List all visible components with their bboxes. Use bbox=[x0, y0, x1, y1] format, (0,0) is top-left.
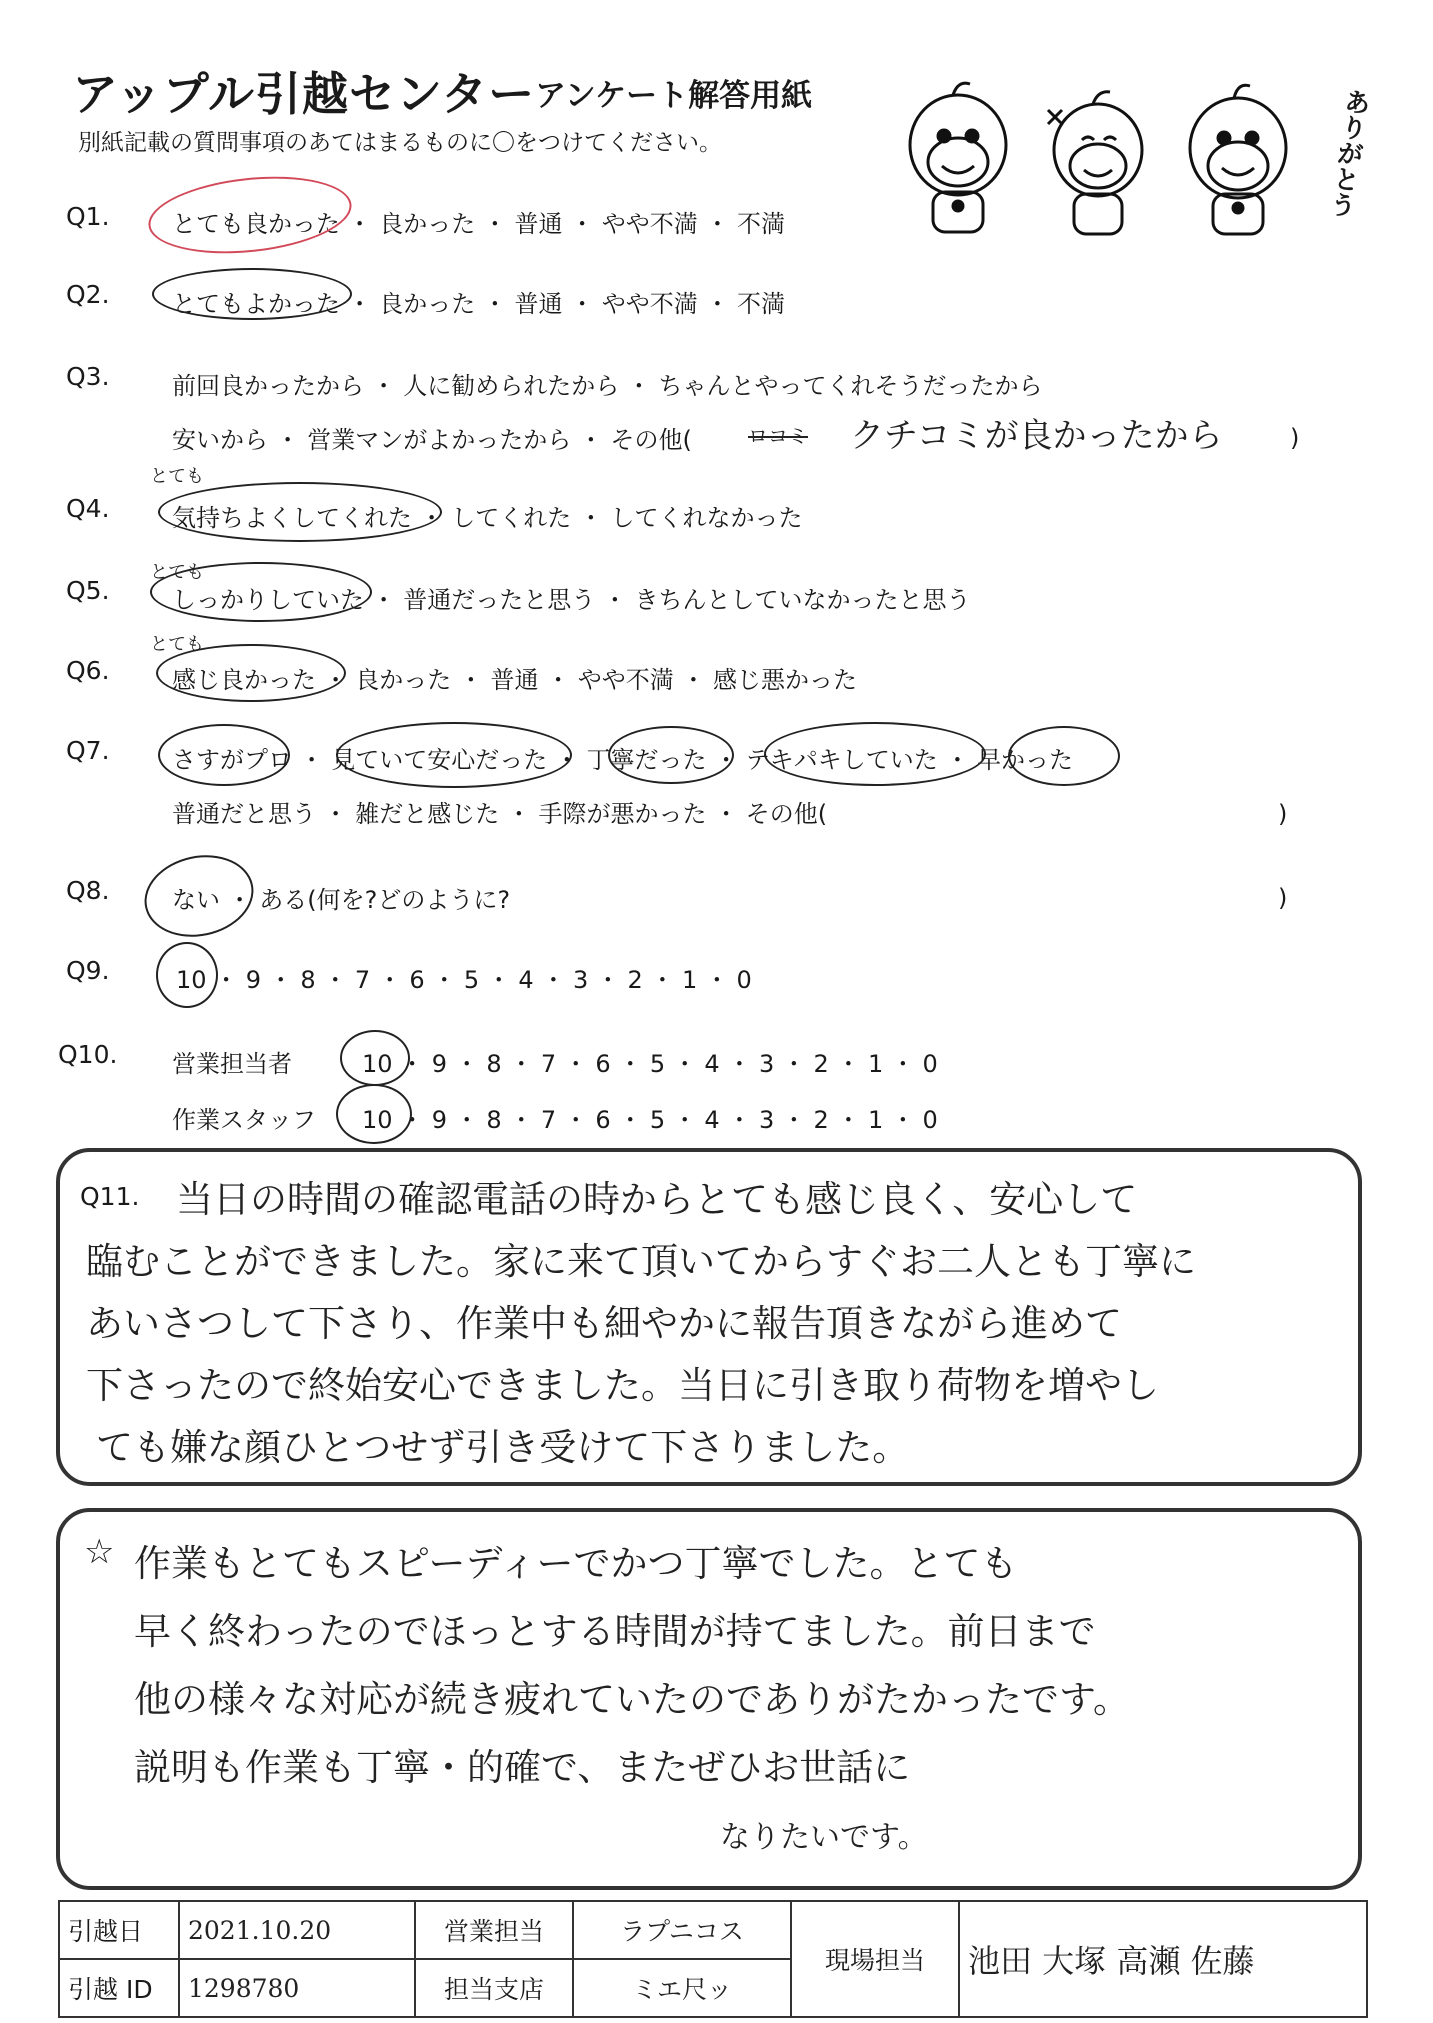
q10-staff-scale: 10 ・ 9 ・ 8 ・ 7 ・ 6 ・ 5 ・ 4 ・ 3 ・ 2 ・ 1 ・ 0 bbox=[362, 1106, 938, 1134]
q3-other-handwritten: クチコミが良かったから bbox=[850, 416, 1223, 456]
q3-label: Q3. bbox=[66, 362, 110, 391]
star-mark: ☆ bbox=[84, 1532, 115, 1572]
q6-label: Q6. bbox=[66, 656, 110, 685]
q7-circle-efficient bbox=[764, 722, 986, 786]
q8-close-paren: ) bbox=[1278, 884, 1288, 912]
q7-circle-polite bbox=[608, 726, 734, 784]
q10-sales-label: 営業担当者 bbox=[172, 1050, 292, 1078]
q3-struck-text: ロコミ bbox=[748, 424, 808, 448]
thanks-vertical-text: ありがとう bbox=[1324, 86, 1372, 220]
q10-label: Q10. bbox=[58, 1040, 118, 1069]
q11-line-4: 下さったので終始安心できました。当日に引き取り荷物を増やし bbox=[86, 1364, 1159, 1407]
q6-options: 感じ良かった ・ 良かった ・ 普通 ・ やや不満 ・ 感じ悪かった bbox=[172, 666, 858, 694]
q10-sales-selection-circle bbox=[340, 1030, 410, 1086]
q11-line-3: あいさつして下さり、作業中も細やかに報告頂きながら進めて bbox=[86, 1302, 1122, 1345]
site-staff-value: 池田 大塚 高瀬 佐藤 bbox=[959, 1901, 1367, 2017]
move-id-label: 引越 ID bbox=[59, 1959, 179, 2017]
company-title: アップル引越センター bbox=[72, 67, 536, 121]
comment-line-5: なりたいです。 bbox=[720, 1820, 928, 1855]
sales-rep-value: ラプニコス bbox=[573, 1901, 791, 1959]
q11-label: Q11. bbox=[80, 1182, 140, 1211]
instruction-text: 別紙記載の質問事項のあてはまるものに〇をつけてください。 bbox=[78, 130, 722, 156]
q8-label: Q8. bbox=[66, 876, 110, 905]
q2-selection-circle bbox=[152, 268, 352, 320]
q11-line-2: 臨むことができました。家に来て頂いてからすぐお二人とも丁寧に bbox=[86, 1240, 1196, 1283]
sales-rep-label: 営業担当 bbox=[415, 1901, 573, 1959]
comment-line-4: 説明も作業も丁寧・的確で、またぜひお世話に bbox=[134, 1746, 911, 1789]
q10-sales-scale: 10 ・ 9 ・ 8 ・ 7 ・ 6 ・ 5 ・ 4 ・ 3 ・ 2 ・ 1 ・ 0 bbox=[362, 1050, 938, 1078]
move-id-value: 1298780 bbox=[179, 1959, 415, 2017]
q5-selection-circle bbox=[150, 562, 372, 622]
q2-options: とてもよかった ・ 良かった ・ 普通 ・ やや不満 ・ 不満 bbox=[172, 290, 786, 318]
q3-close-paren: ) bbox=[1290, 424, 1300, 452]
comment-line-1: 作業もとてもスピーディーでかつ丁寧でした。とても bbox=[134, 1542, 1018, 1585]
q9-scale: 10 ・ 9 ・ 8 ・ 7 ・ 6 ・ 5 ・ 4 ・ 3 ・ 2 ・ 1 ・ 0 bbox=[176, 966, 752, 994]
q11-line-5: ても嫌な顔ひとつせず引き受けて下さりました。 bbox=[96, 1426, 910, 1469]
q7-options-line2: 普通だと思う ・ 雑だと感じた ・ 手際が悪かった ・ その他( bbox=[172, 800, 828, 828]
move-info-table bbox=[58, 1900, 1368, 2018]
q1-selection-circle bbox=[145, 168, 356, 263]
q3-options-line2: 安いから ・ 営業マンがよかったから ・ その他( bbox=[172, 426, 692, 454]
q3-options-line1: 前回良かったから ・ 人に勧められたから ・ ちゃんとやってくれそうだったから bbox=[172, 372, 1043, 400]
branch-label: 担当支店 bbox=[415, 1959, 573, 2017]
q4-label: Q4. bbox=[66, 494, 110, 523]
q5-options: しっかりしていた ・ 普通だったと思う ・ きちんとしていなかったと思う bbox=[172, 586, 971, 614]
branch-value: ミエ尺ッ bbox=[573, 1959, 791, 2017]
q7-label: Q7. bbox=[66, 736, 110, 765]
q1-options: とても良かった ・ 良かった ・ 普通 ・ やや不満 ・ 不満 bbox=[172, 210, 786, 238]
move-date-value: 2021.10.20 bbox=[179, 1901, 415, 1959]
q9-selection-circle bbox=[156, 942, 218, 1008]
comment-line-3: 他の様々な対応が続き疲れていたのでありがたかったです。 bbox=[134, 1678, 1131, 1721]
comment-line-2: 早く終わったのでほっとする時間が持てました。前日まで bbox=[134, 1610, 1096, 1653]
q5-label: Q5. bbox=[66, 576, 110, 605]
q8-selection-circle bbox=[137, 845, 261, 946]
q4-selection-circle bbox=[158, 482, 442, 542]
q6-selection-circle bbox=[156, 644, 346, 702]
q10-staff-selection-circle bbox=[336, 1084, 412, 1144]
q2-label: Q2. bbox=[66, 280, 110, 309]
site-staff-label: 現場担当 bbox=[791, 1901, 959, 2017]
q9-label: Q9. bbox=[66, 956, 110, 985]
q7-options-line1: さすがプロ ・ 見ていて安心だった ・ 丁寧だった ・ テキパキしていた ・ 早かった bbox=[172, 746, 1074, 774]
q7-circle-reassuring bbox=[336, 722, 572, 788]
q7-circle-professional bbox=[158, 724, 290, 786]
q4-handwritten-note: とても bbox=[150, 466, 204, 487]
q10-staff-label: 作業スタッフ bbox=[172, 1106, 316, 1134]
q5-handwritten-note: とても bbox=[150, 562, 204, 583]
monkey-mascots-illustration bbox=[898, 70, 1348, 240]
q6-handwritten-note: とても bbox=[150, 634, 204, 655]
q7-close-paren: ) bbox=[1278, 800, 1288, 828]
q11-line-1: 当日の時間の確認電話の時からとても感じ良く、安心して bbox=[176, 1178, 1138, 1221]
form-subtitle: アンケート解答用紙 bbox=[535, 78, 813, 114]
move-date-label: 引越日 bbox=[59, 1901, 179, 1959]
q1-label: Q1. bbox=[66, 202, 110, 231]
q7-circle-fast bbox=[1008, 726, 1120, 786]
q8-options: ない ・ ある(何を?どのように? bbox=[172, 886, 511, 914]
q4-options: 気持ちよくしてくれた ・ してくれた ・ してくれなかった bbox=[172, 504, 803, 532]
